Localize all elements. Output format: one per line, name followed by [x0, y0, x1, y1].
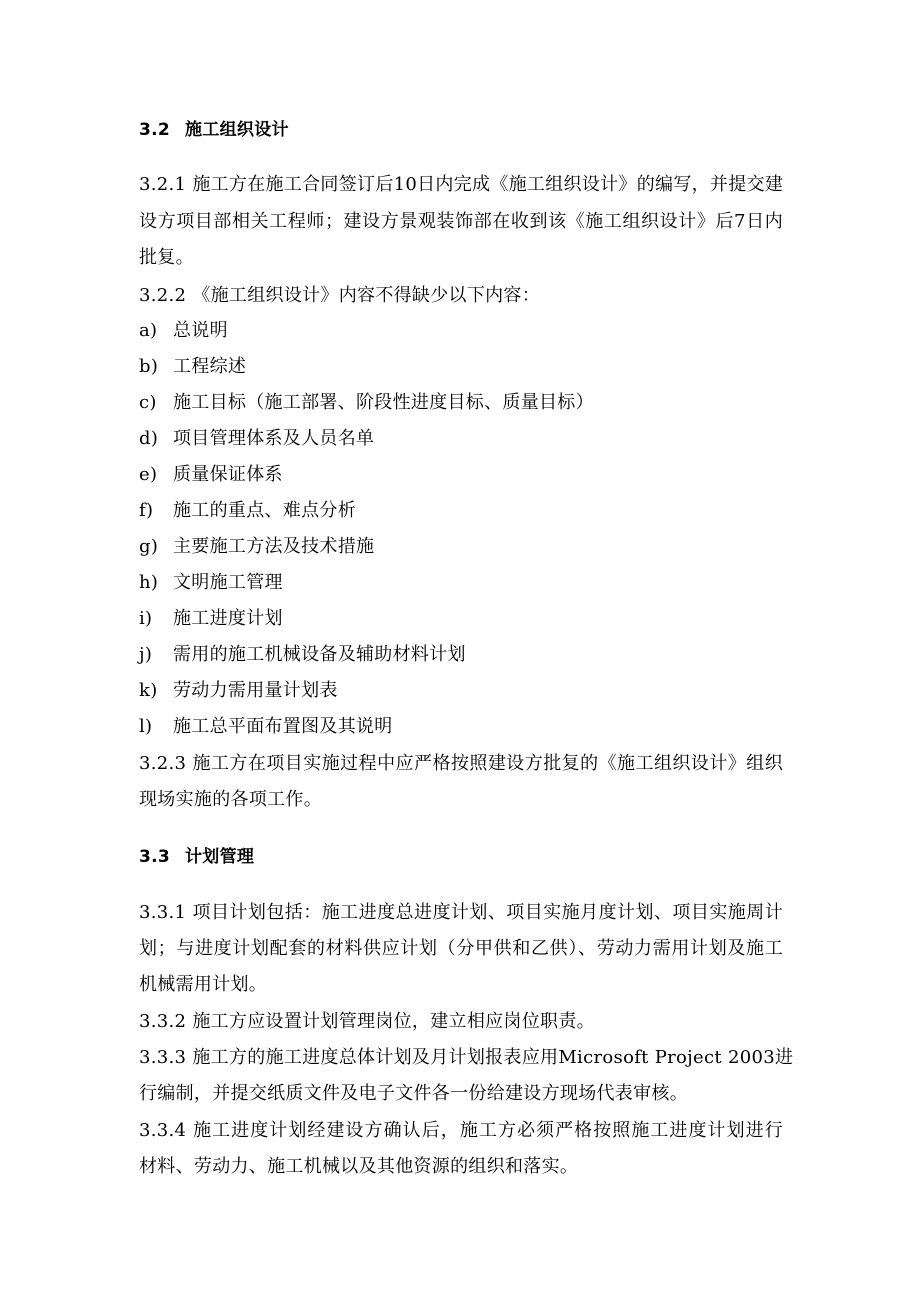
paragraph-line: 机械需用计划。 — [139, 974, 268, 995]
list-item-text: 项目管理体系及人员名单 — [173, 428, 375, 449]
list-item-text: 施工的重点、难点分析 — [173, 500, 356, 521]
section-heading-3-3 — [139, 845, 254, 869]
paragraph-line: 行编制，并提交纸质文件及电子文件各一份给建设方现场代表审核。 — [139, 1083, 688, 1104]
list-marker: l) — [139, 716, 153, 737]
list-marker: k) — [139, 680, 158, 701]
section-number: 3.2 — [139, 120, 171, 140]
list-item — [139, 391, 594, 415]
paragraph-line: 3.3.3 施工方的施工进度总体计划及月计划报表应用Microsoft Project 2003进 — [139, 1047, 794, 1068]
list-item — [139, 355, 246, 379]
list-marker: j) — [139, 644, 153, 665]
list-item-text: 需用的施工机械设备及辅助材料计划 — [173, 644, 466, 665]
list-item — [139, 499, 356, 523]
list-item — [139, 571, 283, 595]
list-item-text: 总说明 — [173, 320, 228, 341]
list-item — [139, 463, 283, 487]
paragraph-line: 3.3.1 项目计划包括：施工进度总进度计划、项目实施月度计划、项目实施周计 — [139, 902, 783, 923]
section-heading-3-2 — [139, 118, 289, 142]
section-number: 3.3 — [139, 847, 171, 867]
list-item-text: 文明施工管理 — [173, 572, 283, 593]
list-marker: i) — [139, 608, 153, 629]
paragraph-line: 设方项目部相关工程师；建设方景观装饰部在收到该《施工组织设计》后7日内 — [139, 211, 783, 232]
paragraph-line: 划；与进度计划配套的材料供应计划（分甲供和乙供）、劳动力需用计划及施工 — [139, 938, 783, 959]
list-item-text: 主要施工方法及技术措施 — [173, 536, 375, 557]
list-marker: f) — [139, 500, 154, 521]
list-marker: h) — [139, 572, 159, 593]
list-item-text: 施工目标（施工部署、阶段性进度目标、质量目标） — [173, 392, 594, 413]
paragraph: 3.2.2 《施工组织设计》内容不得缺少以下内容： — [139, 285, 541, 306]
list-item-text: 施工总平面布置图及其说明 — [173, 716, 393, 737]
list-marker: b) — [139, 356, 159, 377]
list-item-text: 质量保证体系 — [173, 464, 283, 485]
paragraph-line: 3.2.1 施工方在施工合同签订后10日内完成《施工组织设计》的编写，并提交建 — [139, 174, 784, 195]
paragraph-line: 现场实施的各项工作。 — [139, 789, 322, 810]
paragraph-line: 批复。 — [139, 247, 194, 268]
section-title: 计划管理 — [185, 847, 255, 867]
paragraph-line: 材料、劳动力、施工机械以及其他资源的组织和落实。 — [139, 1156, 579, 1177]
list-item — [139, 643, 466, 667]
list-item — [139, 319, 228, 343]
list-item — [139, 715, 393, 739]
list-marker: c) — [139, 392, 157, 413]
list-marker: a) — [139, 320, 158, 341]
list-marker: g) — [139, 536, 159, 557]
list-marker: e) — [139, 464, 158, 485]
list-item-text: 施工进度计划 — [173, 608, 283, 629]
paragraph: 3.3.2 施工方应设置计划管理岗位，建立相应岗位职责。 — [139, 1011, 595, 1032]
list-item — [139, 535, 374, 559]
list-item-text: 工程综述 — [173, 356, 247, 377]
list-marker: d) — [139, 428, 159, 449]
list-item — [139, 607, 283, 631]
list-item — [139, 679, 338, 703]
list-item — [139, 427, 374, 451]
paragraph-line: 3.3.4 施工进度计划经建设方确认后，施工方必须严格按照施工进度计划进行 — [139, 1120, 783, 1141]
section-title: 施工组织设计 — [185, 120, 289, 140]
paragraph-line: 3.2.3 施工方在项目实施过程中应严格按照建设方批复的《施工组织设计》组织 — [139, 753, 783, 774]
list-item-text: 劳动力需用量计划表 — [173, 680, 338, 701]
